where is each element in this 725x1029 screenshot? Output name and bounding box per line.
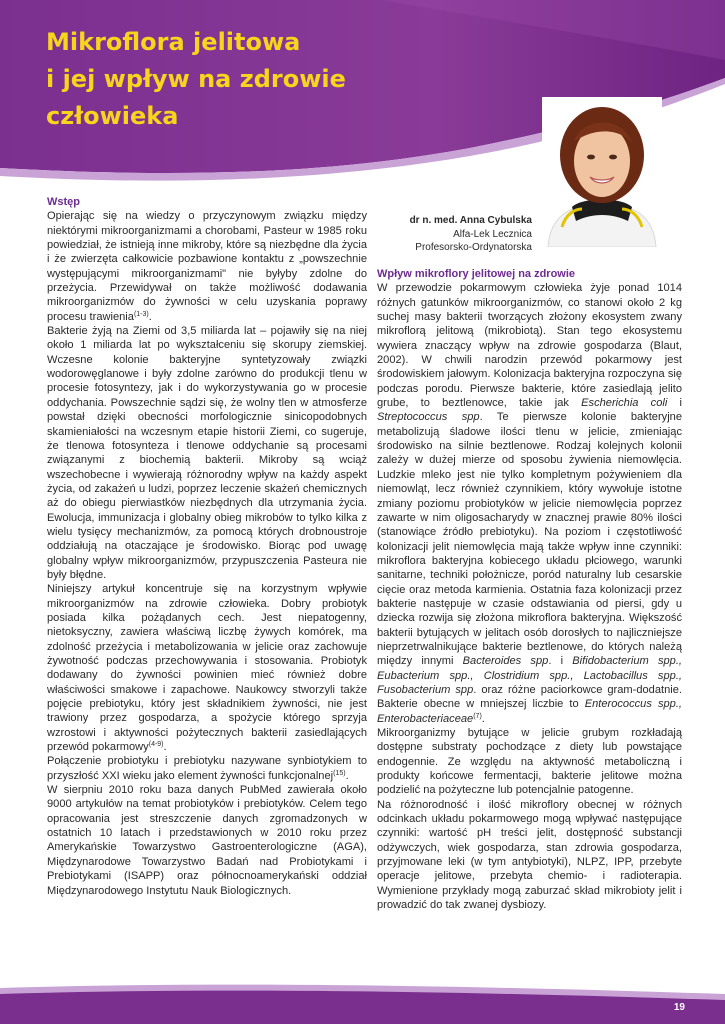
author-name: dr n. med. Anna Cybulska [409, 215, 532, 226]
text: . i [548, 655, 573, 668]
author-role: Profesorsko-Ordynatorska [415, 242, 532, 253]
text: Niniejszy artykuł koncentruje się na korzystnym wpływie mikroorganizmów na zdrowie człowieka. Dobry probiotyk posiada kilka pożądanych cech. Jest niepatogenny, nietoksyczny, zawiera właściwą liczbę żywych komórek, ma zdolność przeżycia i metabolizowania w jelicie oraz zachowuje żywotność podczas przechowywania i stosowania. Probiotyk dodawany do żywności powinien mieć również dobre właściwości smakowe i zapachowe. Naukowcy stworzyli także pojęcie prebiotyku, który jest składnikiem żywności, nie jest trawiony przez gospodarza, a spożycie którego sprzyja wzrostowi i aktywności pożytecznych bakterii zasiedlających przewód pokarmowy [47, 583, 367, 754]
paragraph [47, 754, 367, 783]
right-column [377, 267, 682, 912]
page-number: 19 [673, 1002, 685, 1013]
text: . Te pierwsze kolonie bakteryjne metabolizują śladowe ilości tlenu w jelicie, zmieniając środowisko na silnie beztlenowe. Rodzaj kolejnych kolonii zależy w dużej mierze od sposobu żywienia niemowlęcia. Ludzkie mleko jest nie tylko kompletnym pożywieniem dla niemowląt, lecz również czynnikiem, który wywołuje istotne zmiany poziomu probiotyków w jelicie niemowlęcia poprzez zawarte w nim oligosacharydy w znacznej prawie 80% ilości (stanowiące źródło prebiotyku). Na poziom i częstotliwość kolonizacji jelit niemowlęcia mają także wpływ inne czynniki: mikroflora bakteryjna kobiecego układu płciowego, warunki sanitarne, techniki położnicze, poród naturalny lub cesarskie cięcie oraz metoda karmienia. Ostatnia faza kolonizacji przez bakterie następuje w czasie odstawiania od piersi, gdy u dziecka rozwija się złożona mikroflora bakteryjna. Większość bakterii bytujących w jelitach osób dorosłych to najliczniejsze nieprzetrwalnikujące bakterie beztlenowe, do których należą między innymi [377, 411, 682, 668]
species: Bacteroides spp [462, 655, 549, 668]
author-info [377, 214, 532, 255]
text: . [345, 769, 349, 782]
title-line: i jej wpływ na zdrowie [46, 65, 346, 93]
article-title [46, 24, 376, 135]
title-line: Mikroflora jelitowa [46, 28, 301, 56]
text: Opierając się na wiedzy o przyczynowym związku między niektórymi mikroorganizmami a chorobami, Pasteur w 1985 roku powiedział, że istnieją inne mikroby, które są niezbędne dla życia i że zwierzęta całkowicie pozbawione kontaktu z „powszechnie występującymi mikroorganizmami" nie byłyby zdolne do przeżycia. Przewidywał on także możliwość dodawania mikroorganizmów do żywności w celu uzyskania poprawy procesu trawienia [47, 210, 367, 323]
species: Streptococcus spp [377, 411, 480, 424]
citation: (4-9) [148, 741, 164, 749]
species: Enterococcus spp., Enterobacteriaceae [377, 698, 682, 725]
text: . [481, 712, 485, 725]
footer-band [0, 980, 725, 1024]
paragraph: Na różnorodność i ilość mikroflory obecnej w różnych odcinkach układu pokarmowego mogą wpływać następujące czynniki: wartość pH treści jelit, dostępność substancji odżywczych, wiek gospodarza, stan zdrowia gospodarza, przyjmowane leki (w tym antybiotyki), NLPZ, IPP, przebyte operacje jelitowe, przebyta chemio- i radioterapia. Wymienione przykłady mogą zaburzać skład mikrobioty jelit i prowadzić do tak zwanej dysbiozy. [377, 798, 682, 912]
section-heading-microflora: Wpływ mikroflory jelitowej na zdrowie [377, 268, 576, 280]
paragraph [47, 582, 367, 754]
text: i [667, 397, 682, 410]
text: W przewodzie pokarmowym człowieka żyje ponad 1014 różnych gatunków mikroorganizmów, co stanowi około 2 kg suchej masy bakterii tworzących złożony ekosystem zwany mikroflorą jelitową (mikrobiotą). Stan tego ekosystemu wywiera znaczący wpływ na zdrowie gospodarza (Blaut, 2002). W chwili narodzin przewód pokarmowy jest środowiskiem jałowym. Kolonizacja bakteryjna rozpoczyna się podczas porodu. Pierwsze bakterie, które zasiedlają jelito grube, to beztlenowce, takie jak [377, 282, 682, 410]
author-photo [542, 97, 662, 247]
citation: (15) [333, 769, 346, 777]
text: Połączenie probiotyku i prebiotyku nazywane synbiotykiem to przyszłość XXI wieku jako element żywności funkcjonalnej [47, 755, 367, 782]
citation: (1-3) [133, 310, 149, 318]
title-line: człowieka [46, 102, 179, 130]
author-org: Alfa-Lek Lecznica [453, 228, 532, 240]
species: Escherichia coli [581, 397, 668, 410]
text: . [163, 741, 167, 754]
paragraph [47, 209, 367, 324]
left-column [47, 195, 367, 898]
text: . oraz różne paciorkowce gram-dodatnie. Bakterie obecne w mniejszej liczbie to [377, 683, 682, 711]
footer-wave [0, 980, 725, 1024]
paragraph [377, 281, 682, 726]
paragraph: Bakterie żyją na Ziemi od 3,5 miliarda lat – pojawiły się na niej około 1 miliarda lat po wykształceniu się skorupy ziemskiej. Wczesne kolonie bakteryjne syntetyzowały związki wodorowęglanowe i były zdolne zarówno do produkcji tlenu w procesie fotosyntezy, jak i do wykorzystywania go w procesie oddychania. Powszechnie sądzi się, że wolny tlen w atmosferze powstał dzięki obecności morfologicznie sinicopodobnych skamieniałości na wczesnym etapie historii Ziemi, co sugeruje, że tlenowa fotosynteza i tlenowe oddychanie są procesami związanymi z biochemią bakterii. Mikroby są wciąż wszechobecne i wywierają różnorodny wpływ na każdy aspekt życia, od zakażeń u ludzi, poprzez leczenie skażeń chemicznych aż do obiegu pierwiastków niezbędnych dla utrzymania życia. Ewolucja, immunizacja i globalny obieg mikrobów to tylko kilka z wielu tysięcy mechanizmów, za pomocą których drobnoustroje oddziałują na otaczające je środowisko. Biorąc pod uwagę globalny wpływ mikroorganizmów, przypuszczenia Pasteura nie były błędne. [47, 325, 367, 581]
paragraph: Mikroorganizmy bytujące w jelicie grubym rozkładają dostępne substraty pochodzące z diety lub powstające endogennie. Ze względu na aktywność metaboliczną i produkty końcowe fermentacji, bakterie jelitowe można podzielić na pożyteczne lub potencjalnie patogenne. [377, 727, 682, 797]
citation: (7) [473, 712, 482, 720]
text: . [148, 310, 152, 323]
section-heading-intro: Wstęp [47, 196, 80, 208]
paragraph: W sierpniu 2010 roku baza danych PubMed zawierała około 9000 artykułów na temat probiotyków i prebiotyków. Celem tego opracowania jest streszczenie danych zgromadzonych w ostatnich 10 latach i przedstawionych w 2010 roku przez Amerykańskie Towarzystwo Gastroenterologiczne (AGA), Międzynarodowe Towarzystwo Badań nad Probiotykami i Prebiotykami (ISAPP) oraz północnoamerykański oddział Międzynarodowego Instytutu Nauk Biologicznych. [47, 784, 367, 897]
species: Bifidobacterium spp., Eubacterium spp., Clostridium spp., Lactobacillus spp., Fusobacterium spp [377, 655, 682, 696]
